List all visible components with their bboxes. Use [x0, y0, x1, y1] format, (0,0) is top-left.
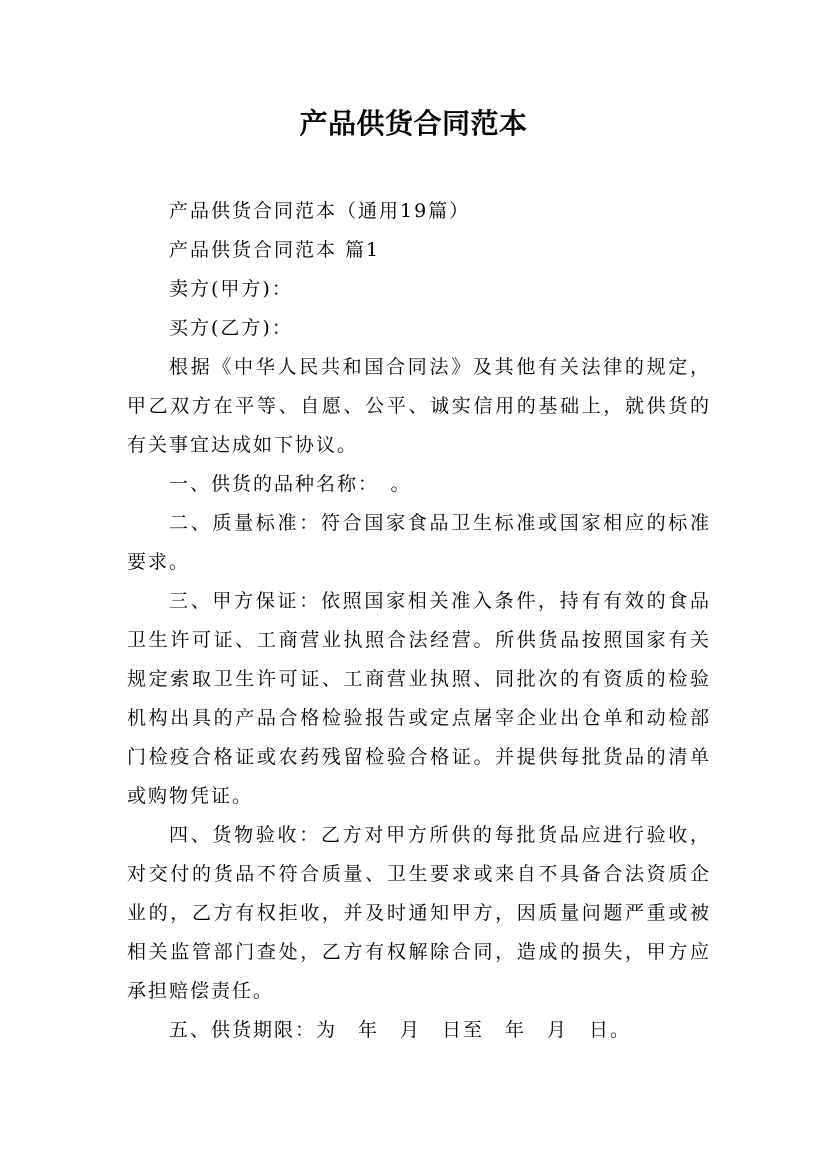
paragraph-clause-4: 四、货物验收：乙方对甲方所供的每批货品应进行验收，对交付的货品不符合质量、卫生要求或来自不具备合法资质企业的，乙方有权拒收，并及时通知甲方，因质量问题严重或被相关监管部门查处，乙方有权解除合同，造成的损失，甲方应承担赔偿责任。	[127, 824, 711, 1002]
paragraph-seller: 卖方(甲方)：	[169, 278, 293, 300]
paragraph-subtitle: 产品供货合同范本（通用19篇）	[169, 200, 471, 222]
paragraph-preamble: 根据《中华人民共和国合同法》及其他有关法律的规定，甲乙双方在平等、自愿、公平、诚实信用的基础上，就供货的有关事宜达成如下协议。	[127, 356, 711, 456]
paragraph-section-heading: 产品供货合同范本 篇1	[169, 239, 381, 261]
paragraph-clause-5: 五、供货期限：为 年 月 日至 年 月 日。	[169, 1019, 632, 1041]
paragraph-clause-3: 三、甲方保证：依照国家相关准入条件，持有有效的食品卫生许可证、工商营业执照合法经营。所供货品按照国家有关规定索取卫生许可证、工商营业执照、同批次的有资质的检验机构出具的产品合格检验报告或定点屠宰企业出仓单和动检部门检疫合格证或农药残留检验合格证。并提供每批货品的清单或购物凭证。	[127, 590, 711, 807]
document-title: 产品供货合同范本	[299, 107, 528, 140]
document-body	[127, 192, 711, 1050]
paragraph-buyer: 买方(乙方)：	[169, 317, 293, 339]
paragraph-clause-1: 一、供货的品种名称： 。	[169, 473, 412, 495]
paragraph-clause-2: 二、质量标准：符合国家食品卫生标准或国家相应的标准要求。	[127, 512, 711, 573]
